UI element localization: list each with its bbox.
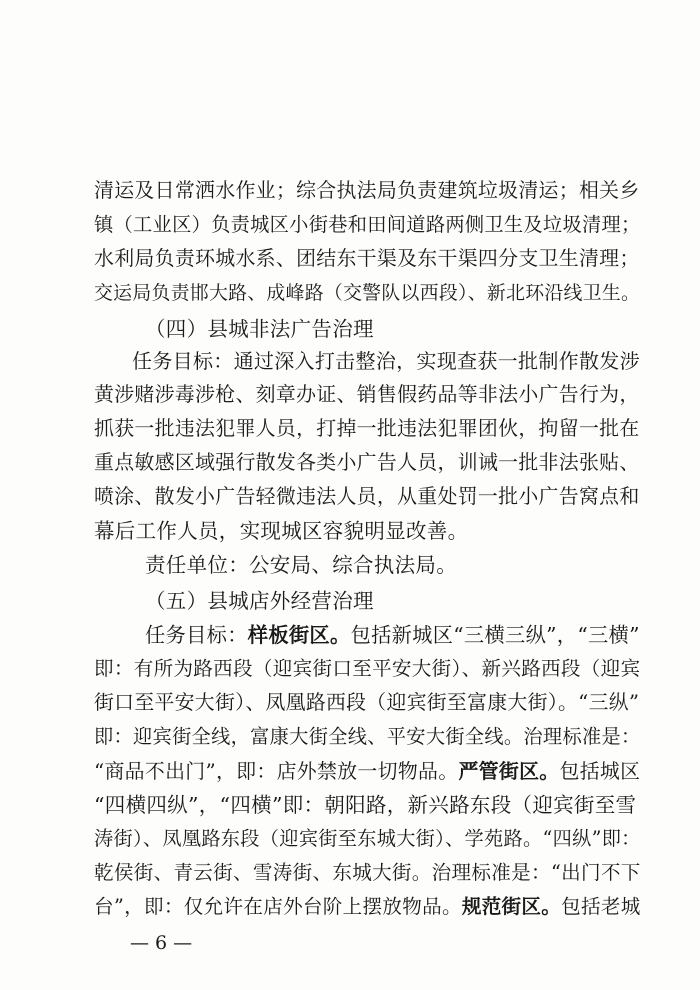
body-line: 街口至平安大街）、凤凰路西段（迎宾街至富康大街）。“三纵” [94,691,640,714]
responsible-units: 责任单位：公安局、综合执法局。 [145,553,457,577]
body-line: 涛街）、凤凰路东段（迎宾街至东城大街）、学苑路。“四纵”即： [94,827,641,850]
bold-term: 样板街区。 [247,623,351,647]
text-run: 任务目标： [145,623,248,647]
text-run: 包括新城区“三横三纵”，“三横” [350,623,640,647]
body-line: 喷涂、散发小广告轻微违法人员，从重处罚一批小广告窝点和 [94,485,640,508]
section-heading: （五）县城店外经营治理 [145,589,374,613]
body-line [145,620,640,650]
text-run: “商品不出门”，即：店外禁放一切物品。 [94,760,459,783]
section-heading: （四）县城非法广告治理 [145,317,374,341]
text-run: 包括城区 [559,760,641,783]
body-line: 幕后工作人员，实现城区容貌明显改善。 [94,519,469,543]
body-line: 即：有所为路西段（迎宾街口至平安大街）、新兴路西段（迎宾 [94,657,641,680]
body-line [94,756,640,787]
text-run: 台”，即：仅允许在店外台阶上摆放物品。 [94,895,462,918]
bold-term: 严管街区。 [458,759,560,783]
text-run: 包括老城 [561,895,641,918]
body-line: “四横四纵”，“四横”即：朝阳路，新兴路东段（迎宾街至雪 [94,793,637,817]
body-line: 抓获一批违法犯罪人员，打掉一批违法犯罪团伙，拘留一批在 [94,417,640,440]
page-number: — 6 — [130,932,193,954]
body-line: 乾侯街、青云街、雪涛街、东城大街。治理标准是：“出门不下 [94,861,641,884]
body-line: 镇（工业区）负责城区小街巷和田间道路两侧卫生及垃圾清理； [94,213,641,236]
body-line: 水利局负责环城水系、团结东干渠及东干渠四分支卫生清理； [94,247,640,270]
body-line: 黄涉赌涉毒涉枪、刻章办证、销售假药品等非法小广告行为， [94,383,640,406]
body-line [94,892,641,922]
body-line: 任务目标：通过深入打击整治，实现查获一批制作散发涉 [132,349,640,373]
body-line: 即：迎宾街全线，富康大街全线、平安大街全线。治理标准是： [94,725,641,748]
bold-term: 规范街区。 [461,895,562,918]
body-line: 重点敏感区域强行散发各类小广告人员，训诫一批非法张贴、 [94,451,640,474]
body-line: 清运及日常洒水作业；综合执法局负责建筑垃圾清运；相关乡 [94,179,640,202]
body-line: 交运局负责邯大路、成峰路（交警队以西段）、新北环沿线卫生。 [94,282,641,304]
